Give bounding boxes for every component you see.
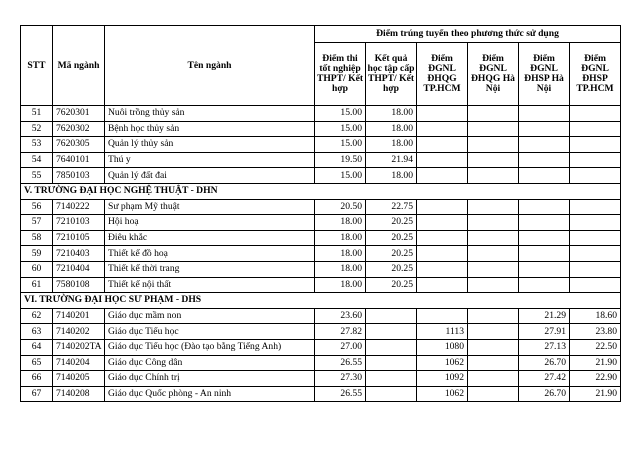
section-row — [21, 183, 621, 199]
row-name: Điêu khắc — [105, 230, 315, 246]
score-cell: 1080 — [417, 339, 468, 355]
row-code: 7640101 — [53, 152, 105, 168]
score-cell — [417, 106, 468, 122]
score-cell: 26.55 — [315, 386, 366, 402]
score-cell: 1062 — [417, 355, 468, 371]
score-cell — [468, 137, 519, 153]
score-cell: 20.25 — [366, 215, 417, 231]
score-cell — [519, 137, 570, 153]
table-row — [21, 152, 621, 168]
row-code: 7210103 — [53, 215, 105, 231]
score-cell — [570, 246, 621, 262]
score-cell — [519, 277, 570, 293]
score-cell: 18.00 — [366, 168, 417, 184]
score-cell: 18.00 — [315, 261, 366, 277]
score-cell — [468, 230, 519, 246]
score-cell — [519, 121, 570, 137]
score-cell — [366, 355, 417, 371]
score-cell — [417, 261, 468, 277]
score-cell: 1062 — [417, 386, 468, 402]
score-cell — [570, 261, 621, 277]
score-cell — [570, 121, 621, 137]
score-cell: 21.94 — [366, 152, 417, 168]
row-code: 7850103 — [53, 168, 105, 184]
score-cell: 27.30 — [315, 371, 366, 387]
header-dhsp-hn: Điểm ĐGNL ĐHSP Hà Nội — [519, 43, 570, 106]
row-name: Hội hoạ — [105, 215, 315, 231]
section-row — [21, 293, 621, 309]
row-stt: 52 — [21, 121, 53, 137]
score-cell — [417, 308, 468, 324]
score-cell — [417, 121, 468, 137]
header-score-group: Điểm trúng tuyển theo phương thức sử dụng — [315, 26, 621, 43]
row-name: Giáo dục Chính trị — [105, 371, 315, 387]
score-cell: 27.13 — [519, 339, 570, 355]
score-cell — [417, 168, 468, 184]
row-code: 7620301 — [53, 106, 105, 122]
score-cell — [468, 355, 519, 371]
row-name: Giáo dục Tiểu học — [105, 324, 315, 340]
score-cell: 22.50 — [570, 339, 621, 355]
score-cell: 22.75 — [366, 199, 417, 215]
row-code: 7140202 — [53, 324, 105, 340]
table-body — [21, 106, 621, 402]
score-cell — [570, 199, 621, 215]
score-cell: 22.90 — [570, 371, 621, 387]
row-stt: 63 — [21, 324, 53, 340]
score-cell — [570, 106, 621, 122]
row-name: Thiết kế thời trang — [105, 261, 315, 277]
score-cell — [366, 386, 417, 402]
row-name: Giáo dục Công dân — [105, 355, 315, 371]
score-cell: 20.50 — [315, 199, 366, 215]
score-cell — [366, 324, 417, 340]
score-cell: 20.25 — [366, 277, 417, 293]
score-cell — [468, 215, 519, 231]
section-title: VI. TRƯỜNG ĐẠI HỌC SƯ PHẠM - DHS — [21, 293, 621, 309]
score-cell: 23.60 — [315, 308, 366, 324]
score-cell — [468, 199, 519, 215]
table-row — [21, 324, 621, 340]
score-cell: 26.70 — [519, 386, 570, 402]
header-ma-nganh: Mã ngành — [53, 26, 105, 106]
score-cell — [468, 277, 519, 293]
table-row — [21, 246, 621, 262]
row-stt: 62 — [21, 308, 53, 324]
score-cell — [417, 230, 468, 246]
score-cell: 18.00 — [366, 121, 417, 137]
score-cell — [366, 308, 417, 324]
score-cell: 26.70 — [519, 355, 570, 371]
score-cell — [570, 152, 621, 168]
score-cell: 27.00 — [315, 339, 366, 355]
score-cell: 21.90 — [570, 355, 621, 371]
score-cell — [519, 261, 570, 277]
score-cell — [570, 168, 621, 184]
table-row — [21, 371, 621, 387]
row-stt: 64 — [21, 339, 53, 355]
header-ten-nganh: Tên ngành — [105, 26, 315, 106]
score-cell: 15.00 — [315, 121, 366, 137]
row-name: Quản lý đất đai — [105, 168, 315, 184]
row-stt: 53 — [21, 137, 53, 153]
row-code: 7620302 — [53, 121, 105, 137]
score-cell — [468, 106, 519, 122]
row-name: Thú y — [105, 152, 315, 168]
row-code: 7140205 — [53, 371, 105, 387]
score-cell — [366, 371, 417, 387]
score-cell: 21.29 — [519, 308, 570, 324]
row-code: 7210403 — [53, 246, 105, 262]
score-cell — [417, 246, 468, 262]
section-title: V. TRƯỜNG ĐẠI HỌC NGHỆ THUẬT - DHN — [21, 183, 621, 199]
score-cell: 18.00 — [366, 137, 417, 153]
table-row — [21, 215, 621, 231]
table-row — [21, 261, 621, 277]
row-stt: 60 — [21, 261, 53, 277]
score-cell: 20.25 — [366, 246, 417, 262]
score-cell: 26.55 — [315, 355, 366, 371]
table-row — [21, 386, 621, 402]
score-cell — [570, 277, 621, 293]
score-cell: 18.00 — [315, 277, 366, 293]
score-cell: 19.50 — [315, 152, 366, 168]
table-row — [21, 277, 621, 293]
row-code: 7210404 — [53, 261, 105, 277]
score-cell — [417, 199, 468, 215]
score-cell — [417, 215, 468, 231]
row-name: Thiết kế đồ hoạ — [105, 246, 315, 262]
row-stt: 56 — [21, 199, 53, 215]
score-cell — [519, 246, 570, 262]
row-name: Giáo dục mầm non — [105, 308, 315, 324]
table-row — [21, 106, 621, 122]
score-cell — [468, 371, 519, 387]
score-cell — [468, 121, 519, 137]
score-cell — [468, 324, 519, 340]
row-name: Quản lý thủy sản — [105, 137, 315, 153]
score-cell: 15.00 — [315, 106, 366, 122]
header-thpt: Điểm thi tốt nghiệp THPT/ Kết hợp — [315, 43, 366, 106]
score-cell — [570, 230, 621, 246]
score-cell: 27.91 — [519, 324, 570, 340]
score-cell: 18.00 — [366, 106, 417, 122]
header-dgnl-hn: Điểm ĐGNL ĐHQG Hà Nội — [468, 43, 519, 106]
score-cell — [468, 261, 519, 277]
score-cell — [468, 308, 519, 324]
score-cell: 15.00 — [315, 137, 366, 153]
score-cell — [519, 230, 570, 246]
table-row — [21, 339, 621, 355]
row-stt: 57 — [21, 215, 53, 231]
row-stt: 59 — [21, 246, 53, 262]
score-cell — [519, 152, 570, 168]
row-stt: 54 — [21, 152, 53, 168]
table-row — [21, 137, 621, 153]
row-code: 7140208 — [53, 386, 105, 402]
row-code: 7140222 — [53, 199, 105, 215]
row-stt: 67 — [21, 386, 53, 402]
header-hoc-ba: Kết quả học tập cấp THPT/ Kết hợp — [366, 43, 417, 106]
score-cell — [570, 137, 621, 153]
table-row — [21, 121, 621, 137]
row-name: Sư phạm Mỹ thuật — [105, 199, 315, 215]
row-code: 7580108 — [53, 277, 105, 293]
score-cell: 18.00 — [315, 230, 366, 246]
score-cell — [468, 339, 519, 355]
score-cell: 27.42 — [519, 371, 570, 387]
row-stt: 51 — [21, 106, 53, 122]
row-name: Giáo dục Tiểu học (Đào tạo bằng Tiếng Anh) — [105, 339, 315, 355]
score-cell — [468, 386, 519, 402]
row-code: 7140204 — [53, 355, 105, 371]
score-cell: 20.25 — [366, 261, 417, 277]
score-cell: 18.00 — [315, 215, 366, 231]
row-stt: 55 — [21, 168, 53, 184]
row-code: 7210105 — [53, 230, 105, 246]
score-cell — [519, 215, 570, 231]
table-row — [21, 168, 621, 184]
score-cell: 18.60 — [570, 308, 621, 324]
score-cell — [366, 339, 417, 355]
score-cell: 18.00 — [315, 246, 366, 262]
score-cell: 1092 — [417, 371, 468, 387]
score-cell: 21.90 — [570, 386, 621, 402]
table-row — [21, 308, 621, 324]
row-stt: 61 — [21, 277, 53, 293]
score-cell: 15.00 — [315, 168, 366, 184]
score-cell — [519, 168, 570, 184]
table-row — [21, 230, 621, 246]
score-cell — [417, 137, 468, 153]
row-name: Bệnh học thủy sản — [105, 121, 315, 137]
row-name: Nuôi trồng thủy sản — [105, 106, 315, 122]
score-cell — [468, 168, 519, 184]
score-cell — [468, 152, 519, 168]
score-cell — [468, 246, 519, 262]
score-cell — [519, 106, 570, 122]
score-cell: 20.25 — [366, 230, 417, 246]
row-stt: 65 — [21, 355, 53, 371]
score-cell — [417, 152, 468, 168]
table-row — [21, 199, 621, 215]
score-cell — [519, 199, 570, 215]
row-code: 7620305 — [53, 137, 105, 153]
row-code: 7140202TA — [53, 339, 105, 355]
row-name: Giáo dục Quốc phòng - An ninh — [105, 386, 315, 402]
row-code: 7140201 — [53, 308, 105, 324]
table-row — [21, 355, 621, 371]
header-stt: STT — [21, 26, 53, 106]
score-cell — [417, 277, 468, 293]
score-cell: 23.80 — [570, 324, 621, 340]
header-dhsp-hcm: Điểm ĐGNL ĐHSP TP.HCM — [570, 43, 621, 106]
row-stt: 58 — [21, 230, 53, 246]
header-dgnl-hcm: Điểm ĐGNL ĐHQG TP.HCM — [417, 43, 468, 106]
row-stt: 66 — [21, 371, 53, 387]
score-cell — [570, 215, 621, 231]
score-cell: 1113 — [417, 324, 468, 340]
admission-scores-table — [20, 25, 621, 402]
row-name: Thiết kế nội thất — [105, 277, 315, 293]
score-cell: 27.82 — [315, 324, 366, 340]
